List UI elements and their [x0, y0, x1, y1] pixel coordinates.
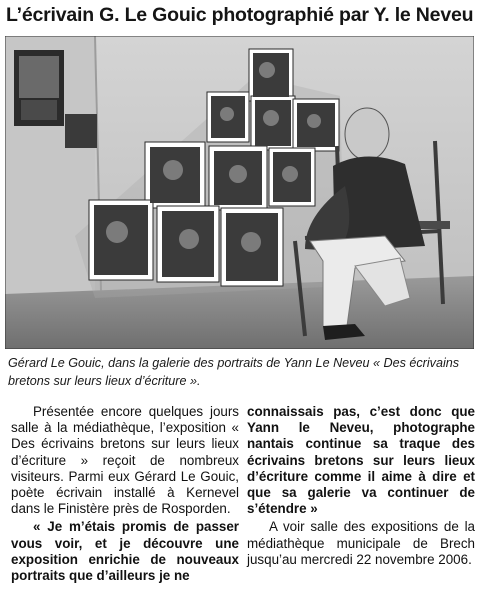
closing-paragraph: A voir salle des expositions de la médiathèque municipale de Brech jusqu’au mercredi 22 novembre 2006.	[247, 519, 475, 567]
quote-paragraph-end: connaissais pas, c’est donc que Yann le Neveu, photographe nantais continue sa traque des écrivains bretons sur leurs lieux d’écriture comme il aime à dire et que sa galerie va continuer de s’étendre »	[247, 404, 475, 517]
photo-caption: Gérard Le Gouic, dans la galerie des portraits de Yann Le Neveu « Des écrivains bretons sur leurs lieux d’écriture ».	[8, 356, 460, 388]
article-column-left	[11, 404, 239, 584]
article-column-right	[247, 404, 475, 568]
article-headline: L’écrivain G. Le Gouic photographié par Y. le Neveu	[6, 4, 474, 26]
article-photo	[5, 36, 474, 349]
intro-paragraph: Présentée encore quelques jours salle à la médiathèque, l’exposition « Des écrivains bretons sur leurs lieux d’écriture » reçoit de nombreux visiteurs. Parmi eux Gérard Le Gouic, poète écrivain installé à Kernevel dans le Finistère près de Rosporden.	[11, 404, 239, 517]
quote-paragraph-start: « Je m’étais promis de passer vous voir, et je découvre une exposition enrichie de nouveaux portraits que d’ailleurs je ne	[11, 519, 239, 584]
